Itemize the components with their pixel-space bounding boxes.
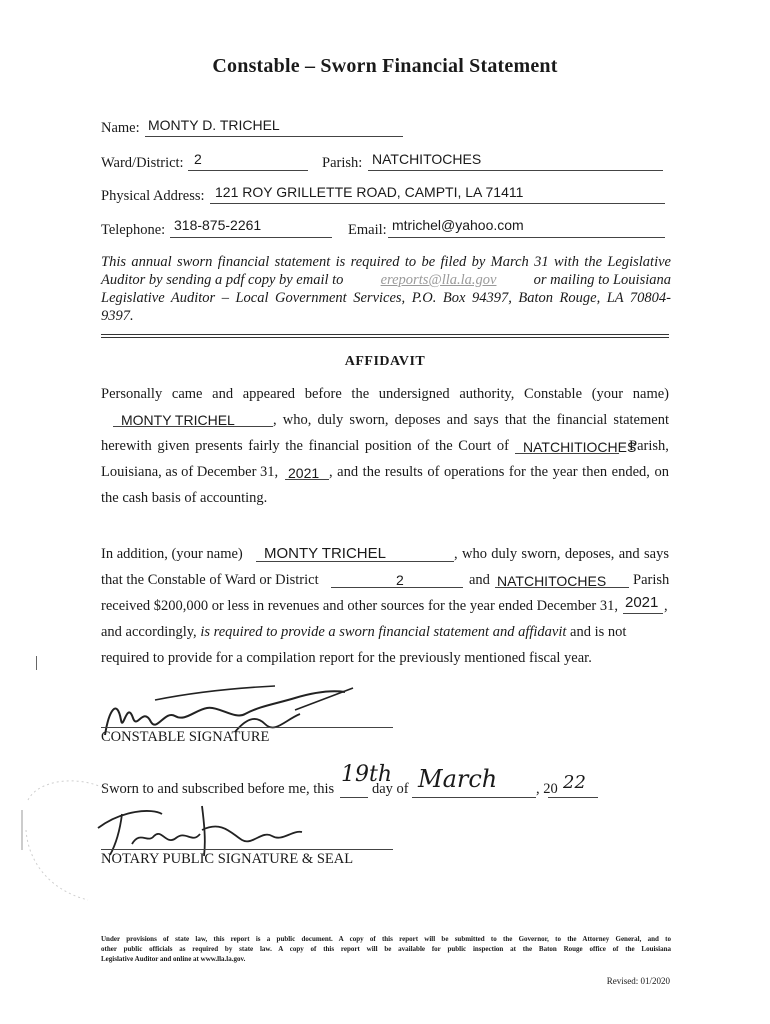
notary-signature-label: NOTARY PUBLIC SIGNATURE & SEAL: [101, 851, 354, 867]
affidavit-heading: AFFIDAVIT: [344, 354, 426, 369]
telephone-value: 318-875-2261: [174, 217, 262, 233]
notary-signature-line: [101, 849, 393, 850]
page-title: Constable – Sworn Financial Statement: [212, 55, 558, 77]
p1-parish-suffix: Parish,: [629, 438, 669, 454]
telephone-label: Telephone:: [101, 222, 166, 238]
address-label: Physical Address:: [101, 188, 205, 204]
email-value: mtrichel@yahoo.com: [392, 217, 524, 233]
p2-line-3-text: received $200,000 or less in revenues and other sources for the year ended December 31,: [101, 598, 618, 614]
p1-name: MONTY TRICHEL: [121, 412, 235, 428]
legal-notice-line-3: Legislative Auditor and online at www.lla.la.gov.: [101, 955, 246, 963]
notary-seal-impression: [18, 770, 128, 910]
p2-line-5: required to provide for a compilation report for the previously mentioned fiscal year.: [101, 650, 592, 666]
legal-notice-line-1: Under provisions of state law, this report is a public document. A copy of this report will be submitted to the Governor, to the Attorney General, and to: [101, 935, 671, 943]
name-value: MONTY D. TRICHEL: [148, 117, 280, 133]
p1-line-3-text: herewith given presents fairly the financial position of the Court of: [101, 438, 509, 454]
p1-line-2: [101, 407, 669, 433]
name-label: Name:: [101, 120, 140, 136]
parish-value: NATCHITOCHES: [372, 151, 482, 167]
sworn-year-prefix: , 20: [536, 781, 558, 797]
p1-year: 2021: [288, 465, 320, 481]
telephone-underline: [170, 237, 332, 238]
section-divider: [101, 334, 669, 338]
p1-parish: NATCHITIOCHES: [523, 439, 637, 455]
instructions-line-2b: or mailing to Louisiana: [533, 272, 671, 288]
constable-signature-label: CONSTABLE SIGNATURE: [101, 729, 270, 745]
p2-line-1: [101, 541, 669, 567]
affidavit-paragraph-1: [101, 381, 669, 511]
p2-line-4-italic: is required to provide a sworn financial statement and affidavit: [200, 624, 567, 640]
p2-line-4-tail: and is not: [570, 624, 627, 640]
p2-parish-suffix: Parish: [633, 572, 670, 588]
margin-mark: [36, 656, 37, 670]
ward-value: 2: [194, 151, 202, 167]
p2-line-4: [101, 619, 669, 645]
p2-and: and: [469, 572, 490, 588]
p2-parish: NATCHITOCHES: [497, 573, 607, 589]
email-link[interactable]: ereports@lla.la.gov: [380, 272, 497, 288]
ward-label: Ward/District:: [101, 155, 184, 171]
instructions-line-3: Legislative Auditor – Local Government Services, P.O. Box 94397, Baton Rouge, LA 70804-: [101, 290, 671, 306]
p1-line-3: [101, 433, 669, 459]
p2-name: MONTY TRICHEL: [264, 545, 386, 562]
p2-ward: 2: [396, 572, 404, 588]
affidavit-paragraph-2: [101, 541, 669, 671]
ward-underline: [188, 170, 308, 171]
revision-date: Revised: 01/2020: [606, 976, 670, 986]
p2-line-1-text: In addition, (your name): [101, 546, 243, 562]
name-underline: [145, 136, 403, 137]
parish-label: Parish:: [322, 155, 363, 171]
sworn-day: 19th: [341, 762, 393, 787]
p2-year: 2021: [625, 594, 659, 611]
p2-line-2-text: that the Constable of Ward or District: [101, 572, 319, 588]
instructions-line-1: This annual sworn financial statement is required to be filed by March 31 with the Legislative: [101, 254, 671, 270]
legal-notice-line-2: other public officials as required by state law. A copy of this report will be available for public inspection at the Baton Rouge office of the Louisiana: [101, 945, 671, 953]
sworn-month: March: [418, 765, 498, 793]
legal-notice: [101, 934, 671, 964]
sworn-day-of: day of: [372, 781, 409, 797]
filing-instructions: [101, 253, 671, 325]
p1-line-1: Personally came and appeared before the undersigned authority, Constable (your name): [101, 386, 669, 402]
email-underline: [388, 237, 665, 238]
sworn-year: 22: [563, 772, 586, 793]
instructions-line-2: [101, 271, 671, 289]
p1-line-4-tail: , and the results of operations for the year then ended, on: [329, 464, 669, 480]
parish-underline: [368, 170, 663, 171]
sworn-day-underline: [340, 797, 368, 798]
email-label: Email:: [348, 222, 387, 238]
sworn-month-underline: [412, 797, 536, 798]
p2-year-comma: ,: [664, 598, 668, 614]
sworn-year-underline: [548, 797, 598, 798]
p2-line-1-tail: , who duly sworn, deposes, and says: [454, 546, 669, 562]
instructions-line-2a: Auditor by sending a pdf copy by email to: [101, 272, 344, 288]
p2-line-2: [101, 567, 669, 593]
address-underline: [210, 203, 665, 204]
p1-line-4: [101, 459, 669, 485]
address-value: 121 ROY GRILLETTE ROAD, CAMPTI, LA 71411: [215, 184, 524, 200]
p1-line-5: the cash basis of accounting.: [101, 490, 268, 506]
p2-line-4-text: and accordingly,: [101, 624, 197, 640]
p2-line-3: [101, 593, 669, 619]
constable-signature-line: [101, 727, 393, 728]
p1-line-2-text: , who, duly sworn, deposes and says that the financial statement: [273, 412, 669, 428]
sworn-text: Sworn to and subscribed before me, this: [101, 781, 335, 797]
p1-line-4-text: Louisiana, as of December 31,: [101, 464, 279, 480]
instructions-line-4: 9397.: [101, 308, 134, 324]
